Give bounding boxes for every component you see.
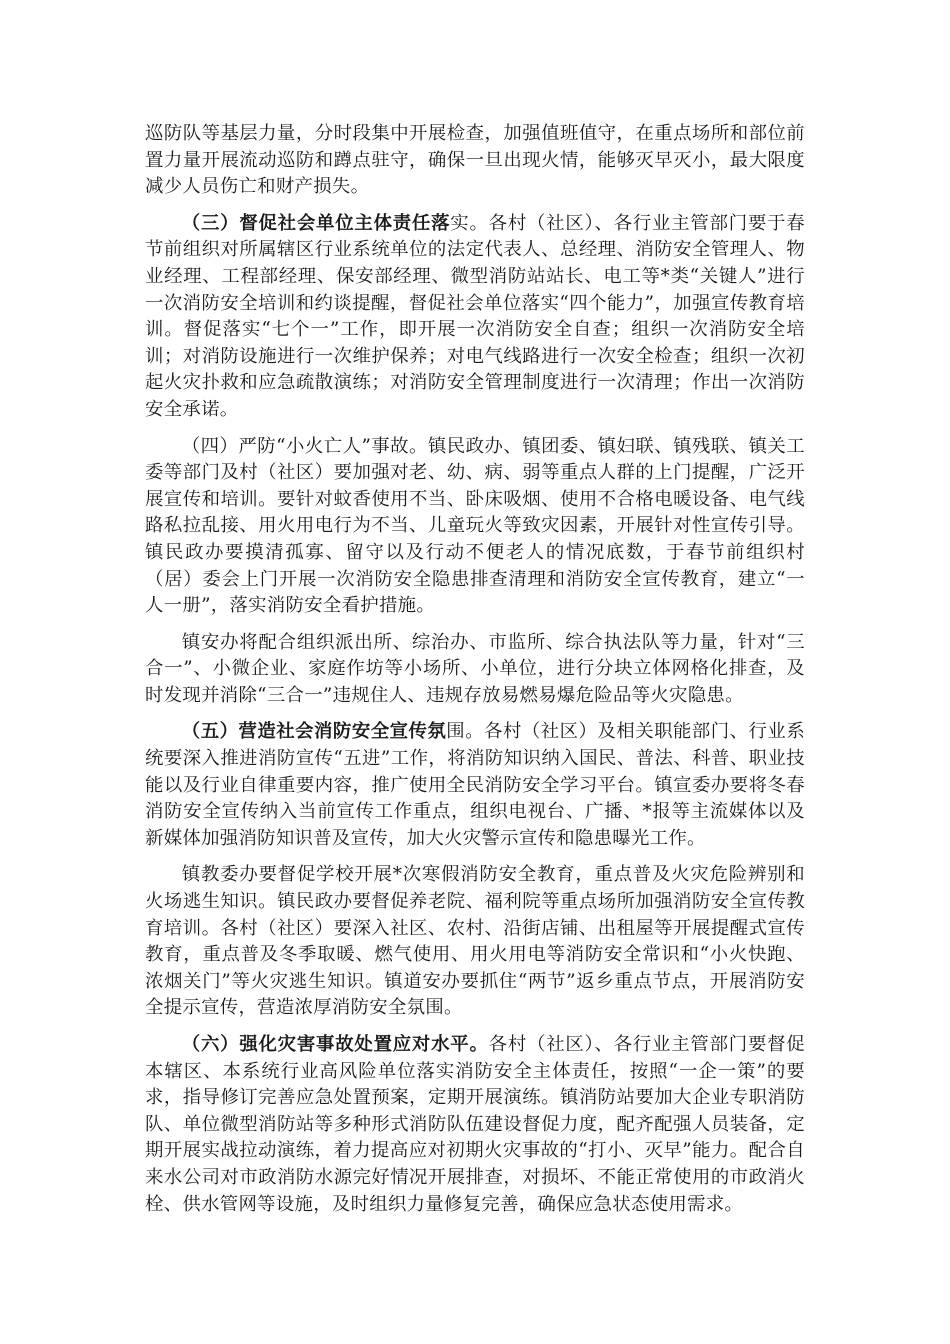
- paragraph-section-4: [145, 434, 805, 620]
- paragraph-text: 各村（社区）、各行业主管部门要督促本辖区、本系统行业高风险单位落实消防安全主体责任，按照“一企一策”的要求，指导修订完善应急处置预案，定期开展演练。镇消防站要加大企业专职消防队、单位微型消防站等多种形式消防队伍建设督促力度，配齐配强人员装备，定期开展实战拉动演练，着力提高应对初期火灾事故的“打小、灭早”能力。配合自来水公司对市政消防水源完好情况开展排查，对损坏、不能正常使用的市政消火栓、供水管网等设施，及时组织力量修复完善，确保应急状态使用需求。: [145, 1034, 805, 1215]
- section-heading: （三）督促社会单位主体责任落: [181, 212, 451, 234]
- section-heading: （五）营造社会消防安全宣传氛: [181, 721, 447, 743]
- paragraph-section-3: [145, 211, 805, 424]
- paragraph-text: 镇安办将配合组织派出所、综治办、市监所、综合执法队等力量，针对“三合一”、小微企业、家庭作坊等小场所、小单位，进行分块立体网格化排查，及时发现并消除“三合一”违规住人、违规存放易燃易爆危险品等火灾隐患。: [145, 631, 805, 706]
- paragraph-text: 镇教委办要督促学校开展*次寒假消防安全教育，重点普及火灾危险辨别和火场逃生知识。镇民政办要督促养老院、福利院等重点场所加强消防安全宣传教育培训。各村（社区）要深入社区、农村、沿街店铺、出租屋等开展提醒式宣传教育，重点普及冬季取暖、燃气使用、用火用电等消防安全常识和“小火快跑、浓烟关门”等火灾逃生知识。镇道安办要抓住“两节”返乡重点节点，开展消防安全提示宣传，营造浓厚消防安全氛围。: [145, 864, 805, 1019]
- paragraph-section-6: [145, 1032, 805, 1218]
- paragraph-text: 巡防队等基层力量，分时段集中开展检查，加强值班值守，在重点场所和部位前置力量开展流动巡防和蹲点驻守，确保一旦出现火情，能够灭早灭小，最大限度减少人员伤亡和财产损失。: [145, 123, 805, 198]
- paragraph-text: （四）严防“小火亡人”事故。镇民政办、镇团委、镇妇联、镇残联、镇关工委等部门及村（社区）要加强对老、幼、病、弱等重点人群的上门提醒，广泛开展宣传和培训。要针对蚊香使用不当、卧床吸烟、使用不合格电暖设备、电气线路私拉乱接、用火用电行为不当、儿童玩火等致灾因素，开展针对性宣传引导。镇民政办要摸清孤寡、留守以及行动不便老人的情况底数，于春节前组织村（居）委会上门开展一次消防安全隐患排查清理和消防安全宣传教育，建立“一人一册”，落实消防安全看护措施。: [145, 435, 805, 617]
- section-heading: （六）强化灾害事故处置应对水平。: [181, 1034, 489, 1055]
- paragraph-safety-office: [145, 630, 805, 710]
- paragraph-section-5: [145, 719, 805, 852]
- paragraph-text: 围。各村（社区）及相关职能部门、行业系统要深入推进消防宣传“五进”工作，将消防知识纳入国民、普法、科普、职业技能以及行业自律重要内容，推广使用全民消防安全学习平台。镇宣委办要将冬春消防安全宣传纳入当前宣传工作重点，组织电视台、广播、*报等主流媒体以及新媒体加强消防知识普及宣传，加大火灾警示宣传和隐患曝光工作。: [145, 721, 806, 849]
- paragraph-text: 实。各村（社区）、各行业主管部门要于春节前组织对所属辖区行业系统单位的法定代表人、总经理、消防安全管理人、物业经理、工程部经理、保安部经理、微型消防站站长、电工等*类“关键人”进行一次消防安全培训和约谈提醒，督促社会单位落实“四个能力”，加强宣传教育培训。督促落实“七个一”工作，即开展一次消防安全自查；组织一次消防安全培训；对消防设施进行一次维护保养；对电气线路进行一次安全检查；组织一次初起火灾扑救和应急疏散演练；对消防安全管理制度进行一次清理；作出一次消防安全承诺。: [145, 212, 805, 420]
- paragraph-education-office: [145, 862, 805, 1022]
- document-page: [145, 121, 805, 1228]
- paragraph-patrol-continuation: [145, 121, 805, 201]
